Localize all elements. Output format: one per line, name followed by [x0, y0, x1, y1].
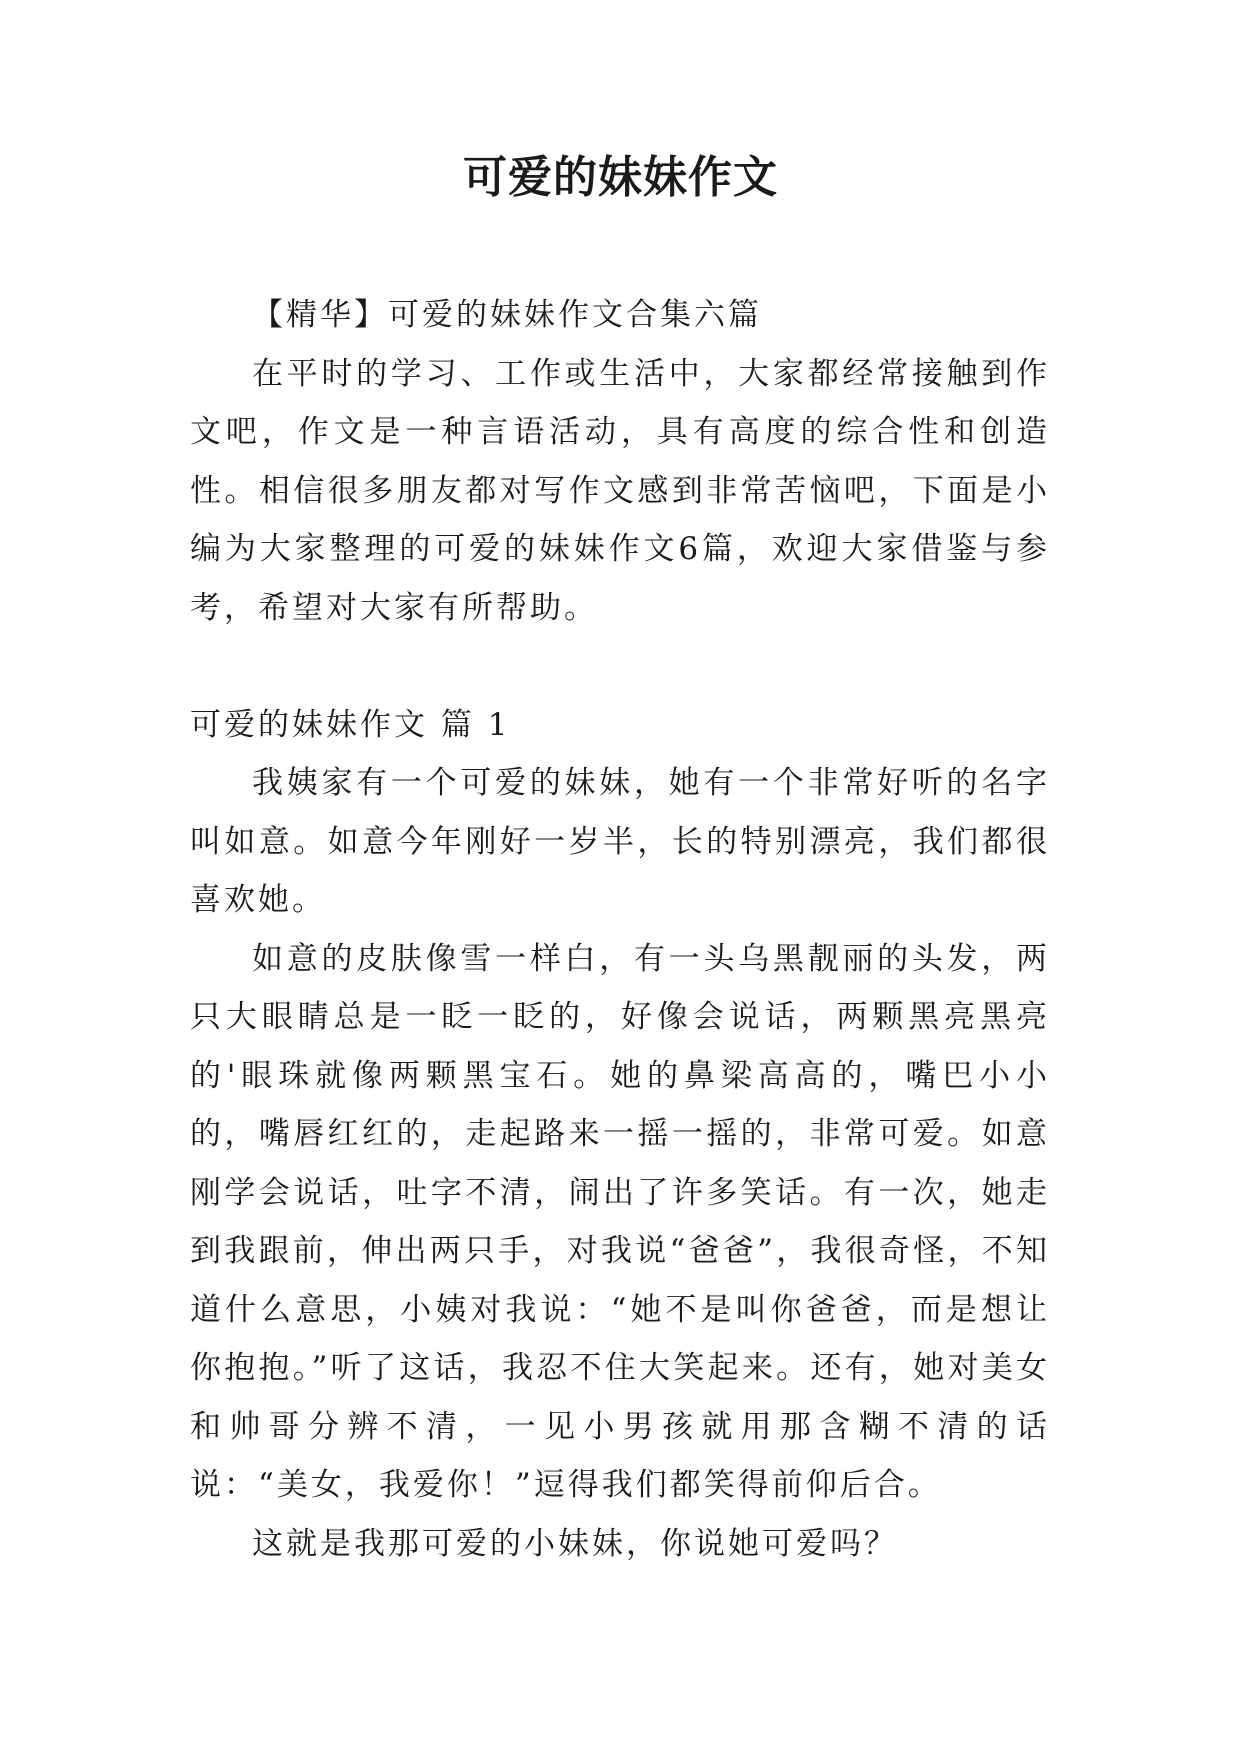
intro-paragraph: 在平时的学习、工作或生活中，大家都经常接触到作文吧，作文是一种言语活动，具有高度的综合性和创造性。相信很多朋友都对写作文感到非常苦恼吧，下面是小编为大家整理的可爱的妹妹作文6篇，欢迎大家借鉴与参考，希望对大家有所帮助。: [190, 355, 1050, 626]
document-title: 可爱的妹妹作文: [463, 152, 778, 203]
paragraph-spacer: [190, 637, 1050, 696]
body-paragraph-3: 这就是我那可爱的小妹妹，你说她可爱吗？: [252, 1525, 898, 1562]
section-heading: 可爱的妹妹作文 篇 1: [190, 706, 511, 743]
body-paragraph-2: 如意的皮肤像雪一样白，有一头乌黑靓丽的头发，两只大眼睛总是一眨一眨的，好像会说话，两颗黑亮黑亮的'眼珠就像两颗黑宝石。她的鼻梁高高的，嘴巴小小的，嘴唇红红的，走起路来一摇一摇的，非常可爱。如意刚学会说话，吐字不清，闹出了许多笑话。有一次，她走到我跟前，伸出两只手，对我说“爸爸”，我很奇怪，不知道什么意思，小姨对我说：“她不是叫你爸爸，而是想让你抱抱。”听了这话，我忍不住大笑起来。还有，她对美女和帅哥分辨不清，一见小男孩就用那含糊不清的话说：“美女，我爱你！”逗得我们都笑得前仰后合。: [190, 940, 1050, 1503]
intro-heading: 【精华】可爱的妹妹作文合集六篇: [252, 297, 762, 333]
document-body: [190, 286, 1050, 1573]
body-paragraph-1: 我姨家有一个可爱的妹妹，她有一个非常好听的名字叫如意。如意今年刚好一岁半，长的特别漂亮，我们都很喜欢她。: [190, 765, 1050, 918]
